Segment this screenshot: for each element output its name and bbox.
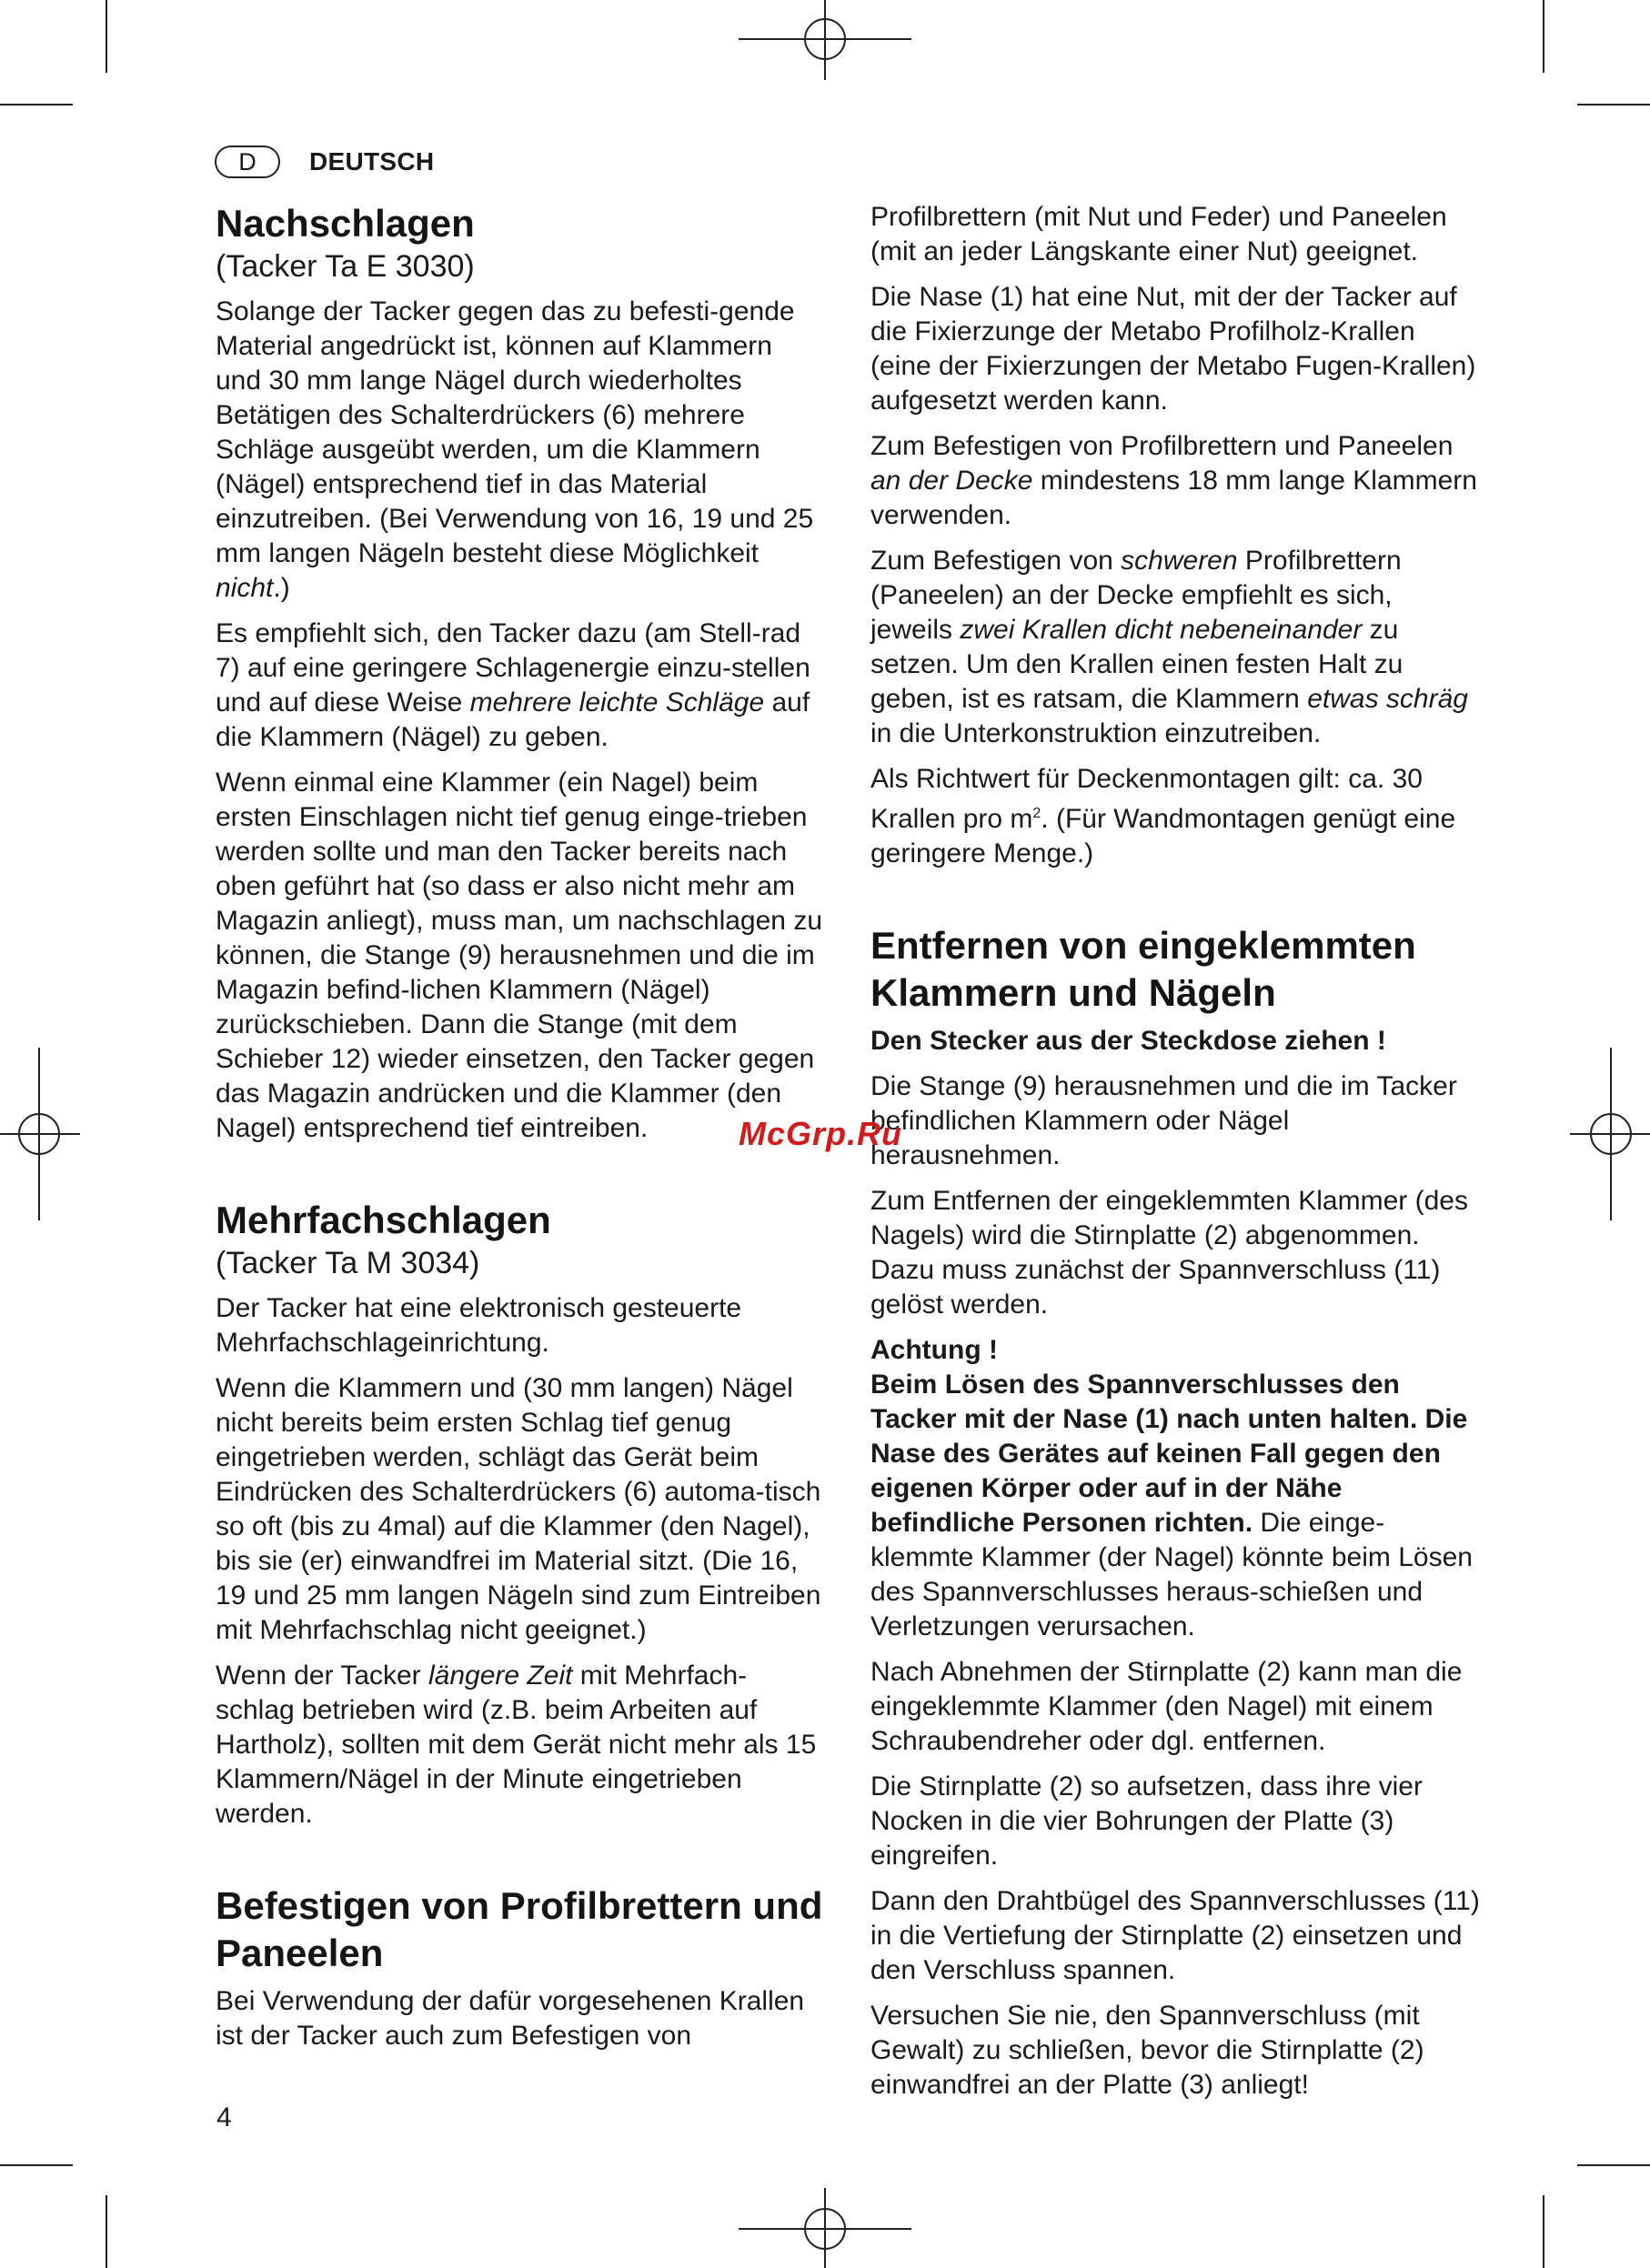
section-subtitle: (Tacker Ta M 3034)	[216, 1246, 480, 1280]
crop-mark	[1577, 104, 1650, 105]
paragraph: Zum Befestigen von Profilbrettern und Paneelen an der Decke mindestens 18 mm lange Klammern verwenden.	[870, 431, 1477, 530]
caution-heading: Achtung !	[870, 1335, 998, 1365]
registration-line	[1610, 1048, 1612, 1220]
paragraph: Es empfiehlt sich, den Tacker dazu (am Stell-rad 7) auf eine geringere Schlagenergie einzu-stellen und auf diese Weise mehrere leichte Schläge auf die Klammern (Nägel) zu geben.	[216, 618, 810, 752]
paragraph: Zum Entfernen der eingeklemmten Klammer (des Nagels) wird die Stirnplatte (2) abgenommen. Dazu muss zunächst der Spannverschluss (11) gelöst werden.	[870, 1186, 1468, 1320]
section-title-entfernen: Entfernen von eingeklemmten Klammern und Nägeln	[870, 924, 1416, 1014]
section-title-befestigen: Befestigen von Profilbrettern und Paneelen	[216, 1884, 823, 1974]
registration-line	[38, 1048, 40, 1220]
crop-mark	[106, 0, 107, 73]
language-name: DEUTSCH	[309, 147, 435, 176]
paragraph: Die Stange (9) herausnehmen und die im Tacker befindlichen Klammern oder Nägel herausnehmen.	[870, 1071, 1457, 1170]
paragraph: Die Stirnplatte (2) so aufsetzen, dass ihre vier Nocken in die vier Bohrungen der Platte (3) eingreifen.	[870, 1771, 1423, 1871]
paragraph: Die Nase (1) hat eine Nut, mit der der Tacker auf die Fixierzunge der Metabo Profilholz-Krallen (eine der Fixierzungen der Metabo Fugen-Krallen) aufgesetzt werden kann.	[870, 282, 1476, 416]
registration-line	[0, 1133, 80, 1135]
section-subtitle: (Tacker Ta E 3030)	[216, 249, 475, 284]
paragraph: Wenn einmal eine Klammer (ein Nagel) beim ersten Einschlagen nicht tief genug einge-trieben werden sollte und man den Tacker bereits nach oben geführt hat (so dass er also nicht mehr am Magazin anliegt), muss man, um nachschlagen zu können, die Stange (9) herausnehmen und die im Magazin befind-lichen Klammern (Nägel) zurückschieben. Dann die Stange (mit dem Schieber 12) wieder einsetzen, den Tacker gegen das Magazin andrücken und die Klammer (den Nagel) entsprechend tief eintreiben.	[216, 768, 823, 1143]
registration-line	[739, 38, 911, 40]
paragraph: Bei Verwendung der dafür vorgesehenen Krallen ist der Tacker auch zum Befestigen von	[216, 1986, 805, 2051]
paragraph: Als Richtwert für Deckenmontagen gilt: ca. 30 Krallen pro $m^2$. (Für Wandmontagen genügt eine geringere Menge.)	[870, 764, 1456, 868]
registration-line	[824, 0, 826, 80]
watermark: McGrp.Ru	[739, 1115, 903, 1152]
right-column	[870, 200, 1480, 2113]
paragraph: Nach Abnehmen der Stirnplatte (2) kann man die eingeklemmte Klammer (den Nagel) mit einem Schraubendreher oder dgl. entfernen.	[870, 1657, 1463, 1756]
crop-mark	[1577, 2164, 1650, 2166]
paragraph: Profilbrettern (mit Nut und Feder) und Paneelen (mit an jeder Längskante einer Nut) geeignet.	[870, 202, 1447, 266]
section-title-nachschlagen: Nachschlagen	[216, 202, 475, 245]
crop-mark	[0, 104, 73, 105]
paragraph: Zum Befestigen von schweren Profilbrettern (Paneelen) an der Decke empfiehlt es sich, jeweils zwei Krallen dicht nebeneinander zu setzen. Um den Krallen einen festen Halt zu geben, ist es ratsam, die Klammern etwas schräg in die Unterkonstruktion einzutreiben.	[870, 546, 1468, 748]
section-title-mehrfachschlagen: Mehrfachschlagen	[216, 1199, 551, 1241]
warning-unplug: Den Stecker aus der Steckdose ziehen !	[870, 1026, 1386, 1056]
crop-mark	[1543, 0, 1544, 73]
paragraph: Wenn der Tacker längere Zeit mit Mehrfach-schlag betrieben wird (z.B. beim Arbeiten auf Hartholz), sollten mit dem Gerät nicht mehr als 15 Klammern/Nägel in der Minute eingetrieben werden.	[216, 1661, 817, 1829]
paragraph: Dann den Drahtbügel des Spannverschlusses (11) in die Vertiefung der Stirnplatte (2) einsetzen und den Verschluss spannen.	[870, 1886, 1480, 1985]
left-column	[216, 200, 825, 2064]
crop-mark	[0, 2164, 73, 2166]
paragraph: Solange der Tacker gegen das zu befesti-gende Material angedrückt ist, können auf Klammern und 30 mm lange Nägel durch wiederholtes Betätigen des Schalterdrückers (6) mehrere Schläge ausgeübt werden, um die Klammern (Nägel) entsprechend tief in das Material einzutreiben. (Bei Verwendung von 16, 19 und 25 mm langen Nägeln besteht diese Möglichkeit nicht.)	[216, 296, 814, 603]
paragraph: Wenn die Klammern und (30 mm langen) Nägel nicht bereits beim ersten Schlag tief genug eingetrieben werden, schlägt das Gerät beim Eindrücken des Schalterdrückers (6) automa-tisch so oft (bis zu 4mal) auf die Klammer (den Nagel), bis sie (er) einwandfrei im Material sitzt. (Die 16, 19 und 25 mm langen Nägeln sind zum Eintreiben mit Mehrfachschlag nicht geeignet.)	[216, 1373, 821, 1645]
language-code-badge: D	[215, 146, 280, 178]
crop-mark	[1543, 2195, 1544, 2268]
page-number: 4	[216, 2102, 232, 2133]
paragraph: Versuchen Sie nie, den Spannverschluss (mit Gewalt) zu schließen, bevor die Stirnplatte (2) einwandfrei an der Platte (3) anliegt!	[870, 2001, 1424, 2100]
language-header	[215, 144, 434, 180]
registration-line	[739, 2228, 911, 2230]
crop-mark	[106, 2195, 107, 2268]
paragraph: Der Tacker hat eine elektronisch gesteuerte Mehrfachschlageinrichtung.	[216, 1293, 742, 1358]
caution-block: Achtung ! Beim Lösen des Spannverschlusses den Tacker mit der Nase (1) nach unten halten. Die Nase des Gerätes auf keinen Fall gegen den eigenen Körper oder auf in der Nähe befindliche Personen richten. Die einge-klemmte Klammer (der Nagel) könnte beim Lösen des Spannverschlusses heraus-schießen und Verletzungen verursachen.	[870, 1333, 1480, 1644]
